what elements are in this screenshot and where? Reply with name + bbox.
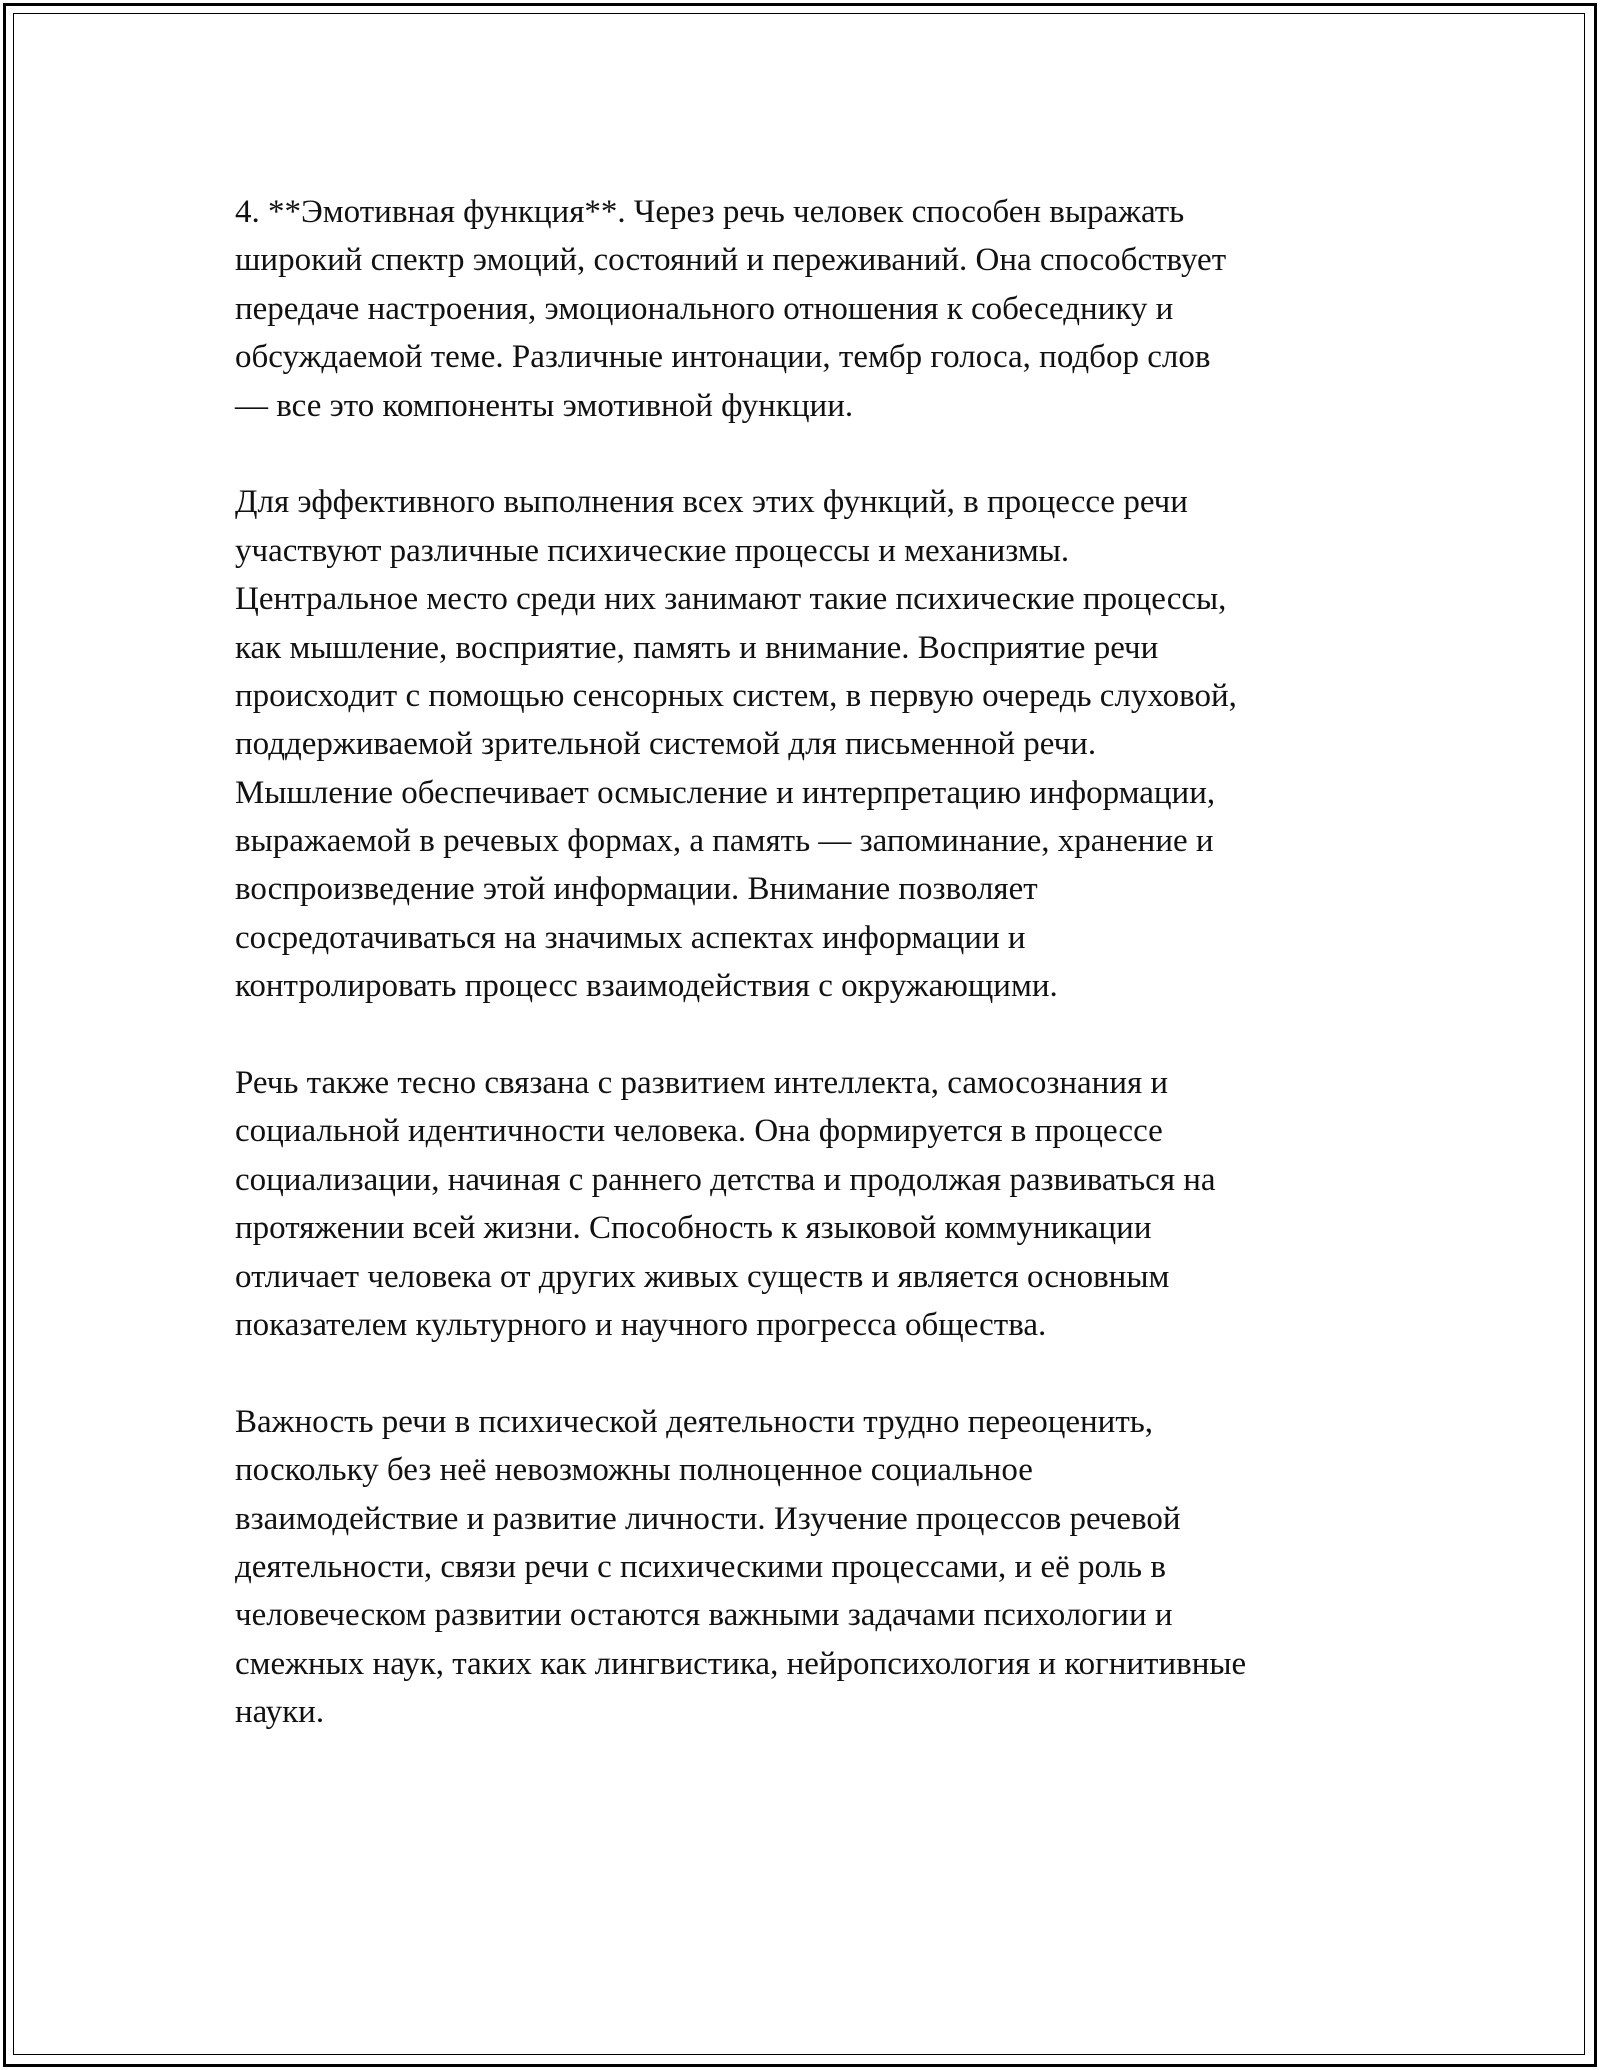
text-line: социальной идентичности человека. Она формируется в процессе — [235, 1113, 1163, 1150]
text-line: обсуждаемой теме. Различные интонации, тембр голоса, подбор слов — [235, 339, 1211, 376]
paragraph-intellect-development — [235, 1059, 1375, 1349]
text-line: взаимодействие и развитие личности. Изучение процессов речевой — [235, 1500, 1181, 1537]
text-line: науки. — [235, 1694, 325, 1731]
text-line: смежных наук, таких как лингвистика, нейропсихология и когнитивные — [235, 1645, 1247, 1682]
text-line: социализации, начиная с раннего детства и продолжая развиваться на — [235, 1161, 1216, 1198]
text-line: — все это компоненты эмотивной функции. — [235, 387, 854, 424]
text-line: как мышление, восприятие, память и внимание. Восприятие речи — [235, 629, 1159, 666]
text-line: поддерживаемой зрительной системой для письменной речи. — [235, 726, 1097, 763]
text-line: контролировать процесс взаимодействия с окружающими. — [235, 968, 1058, 1005]
text-line: воспроизведение этой информации. Внимание позволяет — [235, 871, 1038, 908]
text-line: Для эффективного выполнения всех этих функций, в процессе речи — [235, 484, 1188, 521]
text-line: Центральное место среди них занимают такие психические процессы, — [235, 581, 1227, 618]
text-line: передаче настроения, эмоционального отношения к собеседнику и — [235, 290, 1174, 327]
paragraph-mental-processes — [235, 478, 1375, 1010]
text-line: происходит с помощью сенсорных систем, в первую очередь слуховой, — [235, 677, 1237, 714]
text-line: показателем культурного и научного прогресса общества. — [235, 1306, 1047, 1343]
text-line: участвуют различные психические процессы и механизмы. — [235, 532, 1070, 569]
text-line: человеческом развитии остаются важными задачами психологии и — [235, 1597, 1173, 1634]
text-line: Мышление обеспечивает осмысление и интерпретацию информации, — [235, 774, 1216, 811]
text-line: сосредотачиваться на значимых аспектах информации и — [235, 919, 1026, 956]
text-line: 4. **Эмотивная функция**. Через речь человек способен выражать — [235, 194, 1185, 230]
text-line: протяжении всей жизни. Способность к языковой коммуникации — [235, 1210, 1152, 1247]
text-line: Речь также тесно связана с развитием интеллекта, самосознания и — [235, 1065, 1169, 1102]
document-body — [235, 188, 1375, 1785]
text-line: отличает человека от других живых существ и является основным — [235, 1258, 1170, 1295]
text-line: поскольку без неё невозможны полноценное социальное — [235, 1452, 1033, 1489]
text-line: Важность речи в психической деятельности трудно переоценить, — [235, 1403, 1154, 1440]
paragraph-emotive-function — [235, 188, 1375, 430]
text-line: выражаемой в речевых формах, а память — запоминание, хранение и — [235, 823, 1214, 860]
paragraph-importance-of-speech — [235, 1398, 1375, 1737]
text-line: деятельности, связи речи с психическими процессами, и её роль в — [235, 1548, 1166, 1585]
text-line: широкий спектр эмоций, состояний и переживаний. Она способствует — [235, 242, 1227, 279]
